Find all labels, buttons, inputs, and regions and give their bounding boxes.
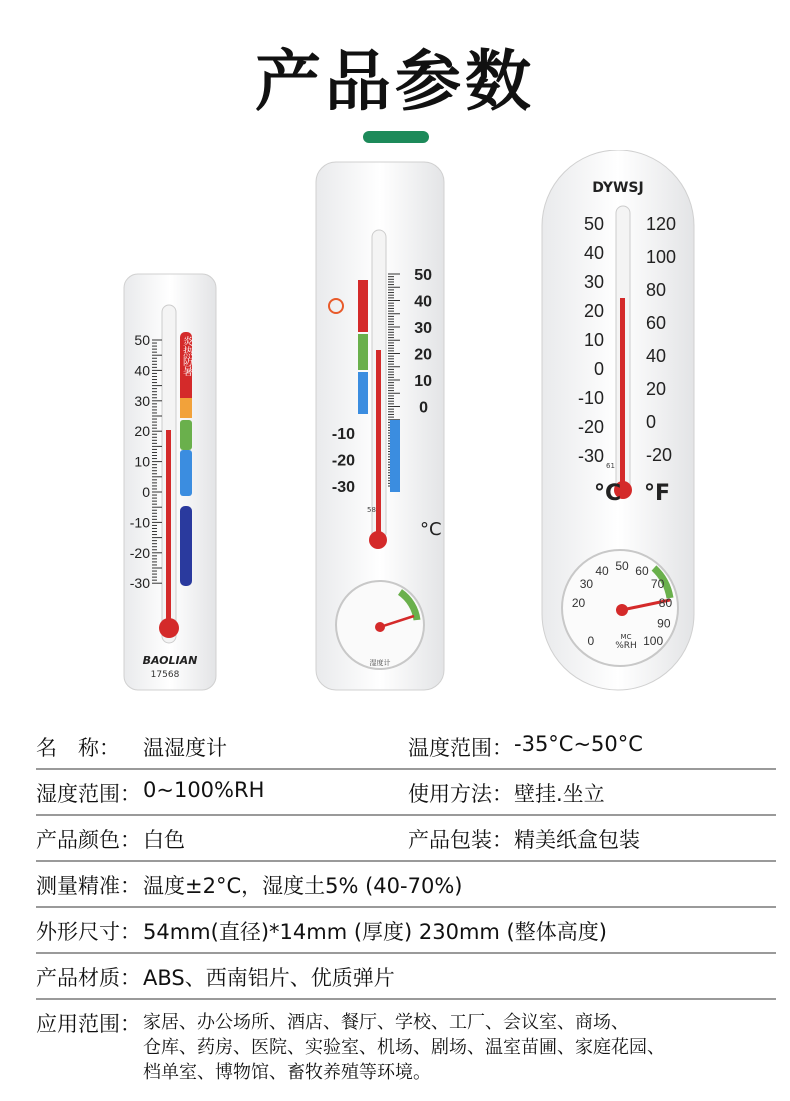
apps-line: 仓库、药房、医院、实验室、机场、剧场、温室苗圃、家庭花园、	[143, 1037, 665, 1058]
apps-list	[143, 1010, 763, 1085]
tick-label: 50	[583, 214, 604, 234]
tick-label: 30	[414, 320, 432, 337]
tick-label: 40	[595, 563, 609, 578]
zone-label: 炎热防暑	[180, 336, 192, 376]
spec-key: 使用方法：	[408, 782, 513, 806]
tick-label: 40	[134, 362, 150, 379]
tick-label: 0	[587, 634, 595, 649]
tick-label: 0	[593, 359, 604, 379]
tick-label: 100	[643, 634, 664, 649]
tick-label: 30	[579, 577, 594, 592]
page-title: 产品参数	[255, 43, 535, 120]
tick-label: 0	[646, 412, 657, 432]
title-underline	[363, 131, 429, 143]
unit-celsius: °C	[594, 481, 622, 506]
tick-label: 10	[414, 373, 432, 390]
tick-label: 40	[583, 243, 604, 263]
spec-row	[36, 908, 776, 954]
spec-value: 温度±2°C，湿度土5% (40-70%)	[143, 874, 463, 898]
tick-label: -20	[331, 452, 355, 470]
model-number: 17568	[150, 670, 180, 680]
spec-row	[36, 862, 776, 908]
spec-key: 温度范围：	[408, 736, 513, 760]
spec-row	[36, 770, 776, 816]
tick-label: 60	[646, 313, 667, 333]
tick-label: 50	[615, 559, 629, 573]
spec-key: 测量精准：	[36, 874, 141, 898]
spec-row	[36, 724, 776, 770]
tick-label: 10	[583, 330, 604, 350]
apps-line: 家居、办公场所、酒店、餐厅、学校、工厂、会议室、商场、	[143, 1012, 629, 1033]
brand-logo: BAOLIAN	[142, 654, 198, 667]
tick-label: -10	[331, 426, 355, 443]
spec-value: 精美纸盒包装	[514, 828, 640, 852]
unit-celsius: °C	[420, 519, 442, 540]
spec-value: 温湿度计	[143, 736, 227, 760]
tick-label: -30	[577, 446, 604, 466]
apps-line: 档单室、博物馆、畜牧养殖等环境。	[143, 1062, 431, 1083]
tick-label: 80	[646, 280, 667, 300]
tick-label: 20	[646, 379, 667, 399]
spec-row	[36, 954, 776, 1000]
product-photo	[110, 150, 700, 710]
tick-label: 30	[583, 272, 604, 292]
unit-fahrenheit: °F	[644, 481, 671, 506]
spec-key: 外形尺寸：	[36, 920, 141, 944]
thermometer-middle	[316, 162, 444, 690]
tick-label: 20	[414, 346, 432, 364]
tick-label: -10	[577, 388, 604, 408]
tick-label: 20	[134, 423, 150, 440]
brand-logo: DYWSJ	[592, 180, 644, 196]
tick-label: 100	[646, 247, 677, 267]
dial-label: %RH	[615, 641, 637, 651]
spec-row	[36, 816, 776, 862]
tick-label: 40	[646, 346, 667, 366]
spec-table	[36, 724, 776, 1090]
tick-label: -20	[129, 544, 150, 561]
tick-label: 10	[134, 453, 150, 470]
tick-label: 50	[134, 332, 150, 348]
tick-label: 0	[142, 484, 150, 500]
spec-value: 54mm(直径)*14mm (厚度) 230mm (整体高度)	[143, 920, 607, 944]
tick-label: 0	[419, 399, 428, 417]
dial-mark: MC	[620, 633, 632, 641]
thermometer-dywsj	[542, 150, 694, 690]
spec-key: 产品包装：	[408, 828, 513, 852]
spec-key: 产品材质：	[36, 966, 141, 990]
spec-key: 名 称：	[36, 736, 120, 760]
tick-label: 20	[583, 301, 604, 321]
spec-value: 0~100%RH	[143, 778, 265, 802]
spec-value: 壁挂.坐立	[514, 782, 605, 806]
model-code: 61	[606, 462, 615, 470]
model-code: 58	[367, 506, 376, 514]
tick-label: 20	[571, 596, 586, 611]
tick-label: 60	[635, 563, 649, 578]
tick-label: 90	[657, 616, 671, 631]
tick-label: 50	[414, 267, 432, 284]
tick-label: 120	[646, 214, 677, 234]
spec-value: ABS、西南铝片、优质弹片	[143, 966, 395, 990]
tick-label: -30	[129, 575, 150, 592]
spec-row	[36, 1000, 776, 1090]
tick-label: -30	[331, 479, 355, 496]
tick-label: -20	[646, 445, 673, 465]
tick-label: 80	[658, 596, 673, 611]
spec-value: -35°C~50°C	[514, 732, 643, 756]
tick-label: 30	[134, 392, 150, 409]
tick-label: 70	[650, 577, 665, 592]
spec-key: 产品颜色：	[36, 828, 141, 852]
tick-label: -20	[577, 417, 604, 437]
thermometer-baolian	[124, 274, 216, 690]
spec-key: 湿度范围：	[36, 782, 141, 806]
tick-label: 40	[414, 293, 432, 311]
tick-label: -10	[129, 514, 150, 531]
dial-label: 湿度计	[369, 659, 391, 667]
spec-key: 应用范围：	[36, 1012, 141, 1036]
spec-value: 白色	[143, 828, 185, 852]
